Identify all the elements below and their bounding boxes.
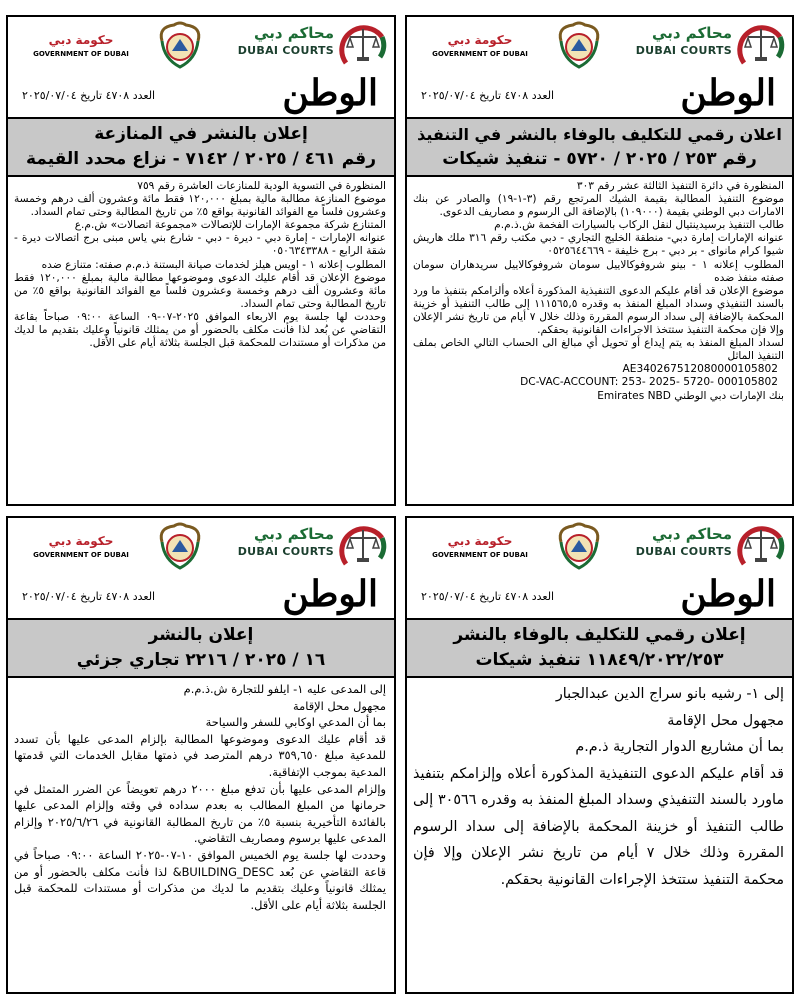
paragraph: المتنازع شركة مجموعة الإمارات للإتصالات «مجموعة اتصالات» ش.م.ع	[74, 219, 386, 232]
notice-title	[407, 117, 792, 177]
government-of-dubai-arabic: حكومة دبي	[447, 534, 513, 548]
notice-header	[8, 17, 394, 117]
issue-date: العدد ٤٧٠٨ تاريخ ٢٠٢٥/٠٧/٠٤	[421, 590, 555, 603]
newspaper-logo: الوطن	[680, 573, 776, 615]
dubai-courts-arabic: محاكم دبي	[254, 525, 334, 543]
paragraph: إلى ١- رشيه بانو سراج الدين عبدالجبار	[555, 686, 784, 702]
dubai-emblem-icon	[156, 520, 204, 572]
paragraph: مجهول محل الإقامة	[293, 698, 386, 713]
paragraph: مجهول محل الإقامة	[667, 712, 784, 729]
title-line-1: اعلان رقمي للتكليف بالوفاء بالنشر في التنفيذ	[417, 125, 782, 144]
paragraph: قد أقام عليك الدعوى وموضوعها المطالبة بإلزام المدعى عليها بأن تسدد للمدعية مبلغ ٣٥٩,٦٥٠ درهم المترصد في ذمتها مقابل الخدمات التي قدمتها المدعية بموجب الإتفاقية.	[14, 731, 386, 779]
issue-date: العدد ٤٧٠٨ تاريخ ٢٠٢٥/٠٧/٠٤	[22, 590, 156, 603]
paragraph: وحددت لها جلسة يوم الاربعاء الموافق ٢٠٢٥-٠٧-٠٩ الساعة ٠٩:٠٠ صباحاً بقاعة التقاضي عن بُعد لذا فأنت مكلف بالحضور أو من يمثلك قانونياً وعليك بتقديم ما لديك من مذكرات أو مستندات للمحكمة قبل الجلسة بثلاثة أيام على الأقل.	[14, 310, 386, 350]
dubai-courts-english: DUBAI COURTS	[635, 545, 732, 558]
government-of-dubai-english: GOVERNMENT OF DUBAI	[432, 50, 528, 58]
notice-title	[407, 618, 792, 678]
government-of-dubai-arabic: حكومة دبي	[447, 33, 513, 47]
paragraph: موضوع الإعلان قد أقام عليك الدعوى وموضوعها مطالبة مالية بمبلغ ١٢٠,٠٠٠ فقط مائة وعشرون ألف درهم وخمسة وعشرون فلساً مع الفوائد القانونية بواقع ٥٪ من تاريخ المطالبة وحتى تمام السداد.	[14, 271, 386, 310]
paragraph: وحددت لها جلسة يوم الخميس الموافق ١٠-٠٧-٢٠٢٥ الساعة ٠٩:٠٠ صباحاً في قاعة التقاضي عن بُعد BUILDING_DESC& لذا فأنت مكلف بالحضور أو من يمثلك قانونياً وعليك بتقديم ما لديك من مذكرات أو مستندات للمحكمة قبل الجلسة بثلاثة أيام على الأقل.	[14, 847, 386, 912]
masthead	[407, 73, 792, 117]
notice-body	[8, 678, 394, 913]
paragraph: إلى المدعى عليه ١- ايلفو للتجارة ش.ذ.م.م	[183, 682, 386, 696]
logo-row	[8, 518, 394, 574]
title-line-1: إعلان بالنشر في المنازعة	[94, 124, 308, 144]
paragraph: بما أن مشاريع الدوار التجارية ذ.م.م	[575, 739, 784, 755]
notice-body	[407, 177, 792, 403]
title-line-1: إعلان رقمي للتكليف بالوفاء بالنشر	[453, 625, 746, 645]
masthead	[8, 574, 394, 618]
logo-row	[407, 17, 792, 73]
dubai-emblem-icon	[555, 520, 603, 572]
dubai-courts-arabic: محاكم دبي	[652, 525, 732, 543]
logo-row	[8, 17, 394, 73]
paragraph: موضوع التنفيذ المطالبة بقيمة الشيك المرتجع رقم (٣-١-١٩) والصادر عن بنك الامارات دبي الوطني بقيمة (١٠٩٠٠٠) بالإضافة الى الرسوم و مصاريف الدعوى.	[413, 193, 784, 219]
issue-date: العدد ٤٧٠٨ تاريخ ٢٠٢٥/٠٧/٠٤	[421, 89, 555, 102]
account-iban: AE340267512080000105802	[622, 363, 778, 376]
issue-date: العدد ٤٧٠٨ تاريخ ٢٠٢٥/٠٧/٠٤	[22, 89, 156, 102]
government-of-dubai-english: GOVERNMENT OF DUBAI	[33, 50, 129, 58]
title-line-2: رقم ٤٦١ / ٢٠٢٥ / ٧١٤٢ - نزاع محدد القيمة	[26, 149, 376, 169]
dubai-courts-arabic: محاكم دبي	[254, 24, 334, 42]
scales-of-justice-icon	[736, 524, 786, 568]
paragraph: طالب التنفيذ برسيدينتيال لنقل الركاب بالسيارات الفخمة ش.ذ.م.م	[494, 219, 784, 232]
notice-title	[8, 618, 394, 678]
notice-dispute-7142	[6, 15, 396, 506]
notice-commercial-2216	[6, 516, 396, 994]
dubai-courts-arabic: محاكم دبي	[652, 24, 732, 42]
title-line-2: رقم ٢٥٣ / ٢٠٢٥ / ٥٧٢٠ - تنفيذ شيكات	[442, 149, 757, 169]
masthead	[407, 574, 792, 618]
dubai-courts-english: DUBAI COURTS	[635, 44, 732, 57]
logo-row	[407, 518, 792, 574]
scales-of-justice-icon	[338, 23, 388, 67]
notice-execution-cheques-5720	[405, 15, 794, 506]
government-of-dubai-english: GOVERNMENT OF DUBAI	[33, 551, 129, 559]
newspaper-logo: الوطن	[680, 72, 776, 114]
paragraph: عنوانه الإمارات إمارة دبي- منطقة الخليج التجاري - دبي مكتب رقم ٣١٦ ملك هاريش شيوا كرام مانواى - بر دبي - برج خليفة - ٠٥٢٥٦٤٤٦٦٩	[413, 232, 784, 258]
title-line-1: إعلان بالنشر	[148, 625, 254, 645]
dubai-emblem-icon	[555, 19, 603, 71]
newspaper-logo: الوطن	[282, 573, 378, 615]
scales-of-justice-icon	[338, 524, 388, 568]
notice-execution-cheques-11849	[405, 516, 794, 994]
paragraph: موضوع المنازعة مطالبة مالية بمبلغ ١٢٠,٠٠٠ فقط مائة وعشرون ألف درهم وخمسة وعشرون فلساً مع الفوائد القانونية بواقع ٥٪ من تاريخ المطالبة وحتى تمام السداد.	[14, 193, 387, 219]
paragraph: قد أقام عليكم الدعوى التنفيذية المذكورة أعلاه وإلزامكم بتنفيذ ماورد بالسند التنفيذي وسداد المبلغ المنفذ به وقدره ٣٠٥٦٦ إلى طالب التنفيذ أو خزينة المحكمة بالإضافة إلى سداد الرسوم المقررة وذلك خلال ٧ أيام من تاريخ نشر الإعلان وإلا فإن محكمة التنفيذ ستتخذ الإجراءات القانونية بحقكم.	[413, 765, 784, 888]
newspaper-logo: الوطن	[282, 72, 378, 114]
paragraph: عنوانه الإمارات - إمارة دبي - ديرة - دبي - شارع بني ياس مبنى برج اتصالات ديرة - شقة الرابع - ٠٥٠٦٣٤٣٣٨٨	[14, 232, 386, 258]
account-reference: DC-VAC-ACCOUNT: 253- 2025- 5720- 000105802	[520, 376, 778, 389]
paragraph: المطلوب إعلانه ١ - بينو شروفوكالاييل سومان شروفوكالاييل سريدهاران سومان صفته منفذ ضده	[413, 258, 784, 284]
paragraph: المطلوب إعلانه ١ - اويس هيلز لخدمات صيانة البستنة ذ.م.م صفته: متنازع ضده	[41, 258, 386, 271]
dubai-emblem-icon	[156, 19, 204, 71]
paragraph: موضوع الإعلان قد أقام عليكم الدعوى التنفيذية المذكورة أعلاه وألزامكم بتنفيذ ما ورد بالسند التنفيذي وسداد المبلغ المنفذ به وقدره ١١١٥٦٥,٥ إلى طالب التنفيذ أو خزينة المحكمة بالإضافة إلى سداد الرسوم المقررة وذلك خلال ٧ أيام من تاريخ نشر الإعلان وإلا فإن محكمة التنفيذ ستتخذ الاجراءات القانونية بحقكم.	[413, 284, 784, 337]
notice-header	[407, 17, 792, 117]
dubai-courts-english: DUBAI COURTS	[237, 44, 334, 57]
scales-of-justice-icon	[736, 23, 786, 67]
government-of-dubai-arabic: حكومة دبي	[48, 33, 114, 47]
dubai-courts-english: DUBAI COURTS	[237, 545, 334, 558]
bank-name: بنك الإمارات دبي الوطني Emirates NBD	[597, 389, 784, 402]
notice-header	[407, 518, 792, 618]
paragraph: بما أن المدعي اوكابي للسفر والسياحة	[205, 715, 386, 730]
notice-body	[8, 177, 394, 350]
government-of-dubai-english: GOVERNMENT OF DUBAI	[432, 551, 528, 559]
notice-title	[8, 117, 394, 177]
paragraph: لسداد المبلغ المنفذ به يتم إيداع أو تحويل أي مبالغ الى الحساب التالي الخاص بملف التنفيذ الماثل	[413, 337, 784, 363]
paragraph: المنظورة في دائرة التنفيذ الثالثة عشر رقم ٣٠٣	[576, 180, 784, 192]
paragraph: وإلزام المدعى عليها بأن تدفع مبلغ ٢٠٠٠ درهم تعويضاً عن الضرر المتمثل في حرمانها من المبلغ المطالب به بعدم سداده في وقته وإلزام المدعى عليها بالفائدة التأخيرية بنسبة ٥٪ من تاريخ المطالبة القانونية في ٢٠٢٥/٦/٢٦ وإلزام المدعى عليها برسوم ومصاريف التقاضي.	[14, 781, 387, 846]
notice-body	[407, 678, 792, 893]
title-line-2: ١٦ / ٢٠٢٥ / ٢٢١٦ تجاري جزئي	[76, 650, 326, 670]
masthead	[8, 73, 394, 117]
title-line-2: ١١٨٤٩/٢٠٢٢/٢٥٣ تنفيذ شيكات	[475, 650, 724, 670]
notice-header	[8, 518, 394, 618]
paragraph: المنظورة في التسوية الودية للمنازعات العاشرة رقم ٧٥٩	[137, 180, 386, 192]
government-of-dubai-arabic: حكومة دبي	[48, 534, 114, 548]
